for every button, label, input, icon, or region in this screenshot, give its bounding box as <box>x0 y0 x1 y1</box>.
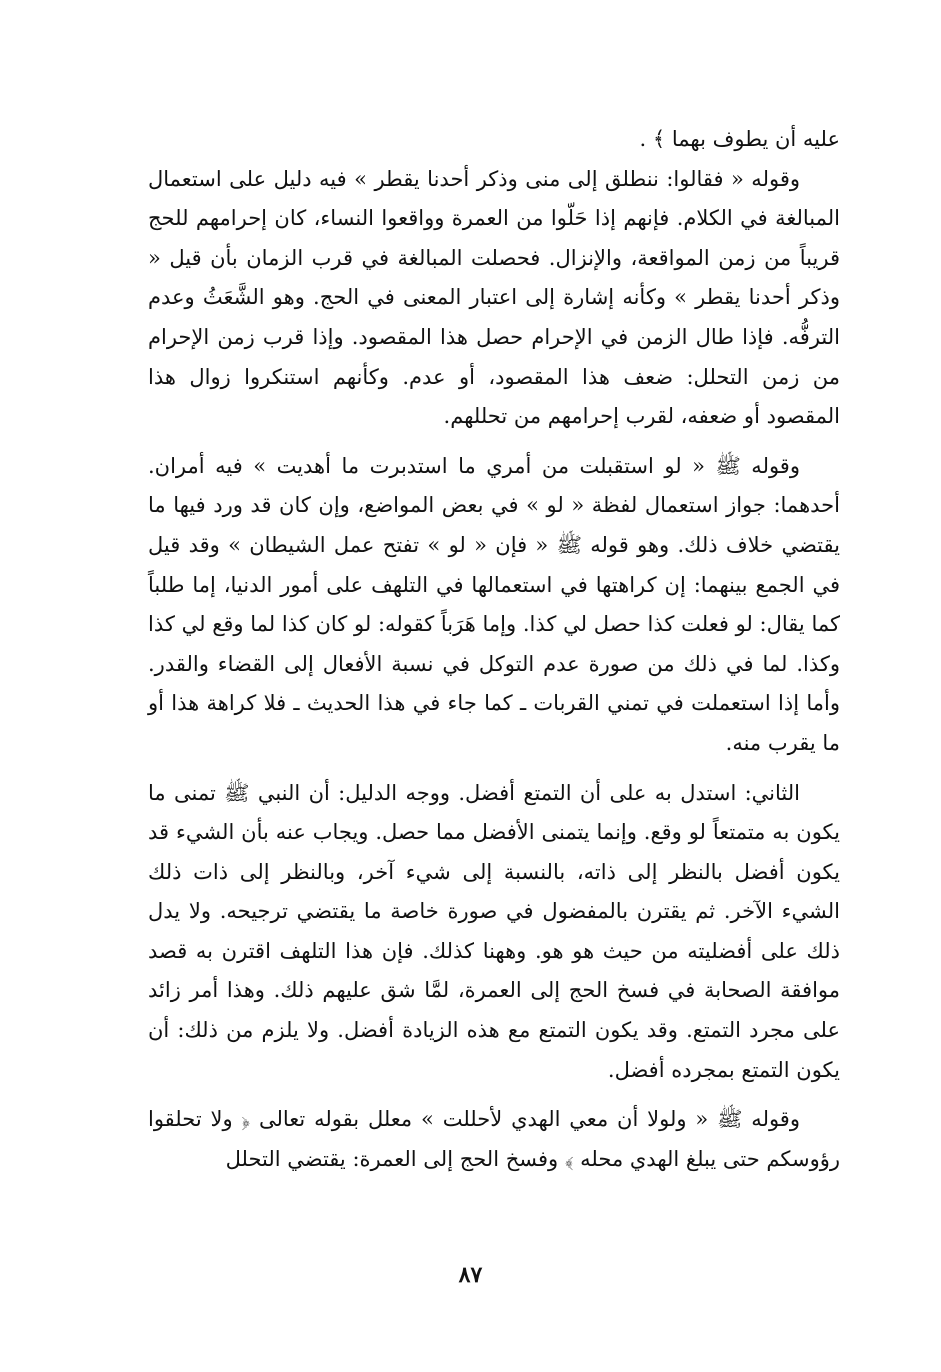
paragraph-continuation: عليه أن يطوف بهما ﴾ . <box>639 127 840 151</box>
paragraph-hady-reason: وقوله ﷺ « ولولا أن معي الهدي لأحللت » معلل بقوله تعالى ﴿ ولا تحلقوا رؤوسكم حتى يبلغ الهدي محله ﴾ وفسخ الحج إلى العمرة: يقتضي التحلل <box>148 1107 840 1171</box>
paragraph-tamattu-superiority: الثاني: استدل به على أن التمتع أفضل. ووجه الدليل: أن النبي ﷺ تمنى ما يكون به متمتعاً لو وقع. وإنما يتمنى الأفضل مما حصل. ويجاب عنه بأن الشيء قد يكون أفضل بالنظر إلى ذاته، بالنسبة إلى شيء آخر، وبالنظر إلى ذات ذلك الشيء الآخر. ثم يقترن بالمفضول في صورة خاصة ما يقتضي ترجيحه. ولا يدل ذلك على أفضليته من حيث هو هو. وههنا كذلك. فإن هذا التلهف اقترن به قصد موافقة الصحابة في فسخ الحج إلى العمرة، لمَّا شق عليهم ذلك. وهذا أمر زائد على مجرد التمتع. وقد يكون التمتع مع هذه الزيادة أفضل. ولا يلزم من ذلك: أن يكون التمتع بمجرده أفضل. <box>148 780 840 1082</box>
page-number: ٨٧ <box>458 1262 483 1288</box>
body-text <box>148 120 840 1179</box>
paragraph-exaggeration: وقوله « فقالوا: ننطلق إلى منى وذكر أحدنا يقطر » فيه دليل على استعمال المبالغة في الكلام. فإنهم إذا حَلّوا من العمرة وواقعوا النساء، كان إحرامهم للحج قريباً من زمن المواقعة، والإنزال. فحصلت المبالغة في قرب الزمان بأن قيل « وذكر أحدنا يقطر » وكأنه إشارة إلى اعتبار المعنى في الحج. وهو الشَّعَثُ وعدم الترفُّه. فإذا طال الزمن في الإحرام حصل هذا المقصود. وإذا قرب زمن الإحرام من زمن التحلل: ضعف هذا المقصود، أو عدم. وكأنهم استنكروا زوال هذا المقصود أو ضعفه، لقرب إحرامهم من تحللهم. <box>148 166 840 429</box>
paragraph-law-usage: وقوله ﷺ « لو استقبلت من أمري ما استدبرت ما أهديت » فيه أمران. أحدهما: جواز استعمال لفظة « لو » في بعض المواضع، وإن كان قد ورد فيها ما يقتضي خلاف ذلك. وهو قوله ﷺ « فإن « لو » تفتح عمل الشيطان » وقد قيل في الجمع بينهما: إن كراهتها في استعمالها في التلهف على أمور الدنيا، إما طلباً كما يقال: لو فعلت كذا حصل لي كذا. وإما هَرَباً كقوله: لو كان كذا لما وقع لي كذا وكذا. لما في ذلك من صورة عدم التوكل في نسبة الأفعال إلى القضاء والقدر. وأما إذا استعملت في تمني القربات ـ كما جاء في هذا الحديث ـ فلا كراهة هذا أو ما يقرب منه. <box>148 453 840 755</box>
